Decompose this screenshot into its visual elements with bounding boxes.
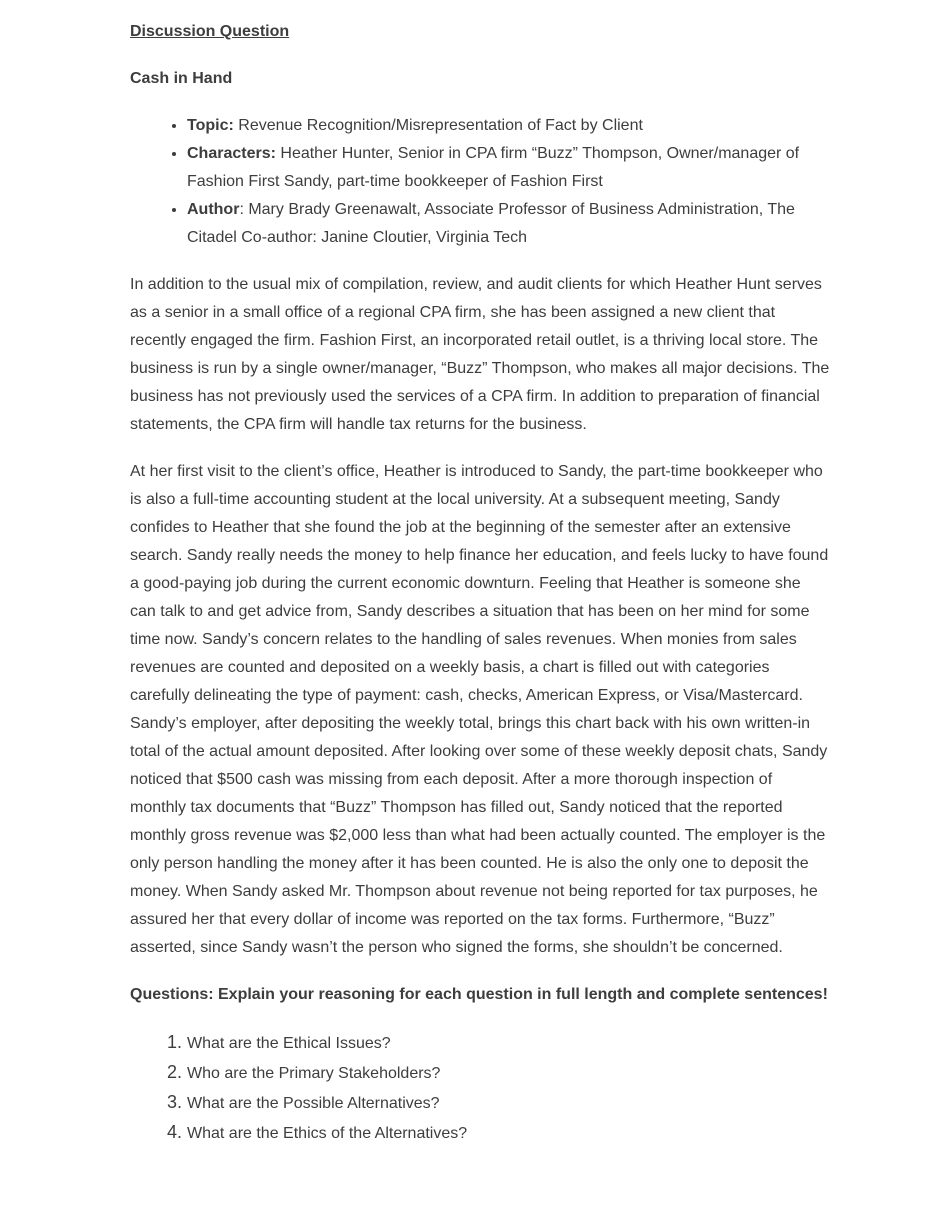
question-item: 1. What are the Ethical Issues? bbox=[187, 1028, 830, 1058]
meta-label-characters: Characters: bbox=[187, 145, 276, 162]
question-item: 4. What are the Ethics of the Alternatives? bbox=[187, 1118, 830, 1148]
meta-item-topic bbox=[187, 112, 830, 140]
meta-label-author: Author bbox=[187, 201, 240, 218]
case-title: Cash in Hand bbox=[130, 70, 233, 87]
situation-paragraph: At her first visit to the client’s office, Heather is introduced to Sandy, the part-time bookkeeper who is also a full-time accounting student at the local university. At a subsequent meeting, Sandy confides to Heather that she found the job at the beginning of the semester after an extensive search. Sandy really needs the money to help finance her education, and feels lucky to have found a good-paying job during the current economic downturn. Feeling that Heather is someone she can talk to and get advice from, Sandy describes a situation that has been on her mind for some time now. Sandy’s concern relates to the handling of sales revenues. When monies from sales revenues are counted and deposited on a weekly basis, a chart is filled out with categories carefully delineating the type of payment: cash, checks, American Express, or Visa/Mastercard. Sandy’s employer, after depositing the weekly total, brings this chart back with his own written-in total of the actual amount deposited. After looking over some of these weekly deposit chats, Sandy noticed that $500 cash was missing from each deposit. After a more thorough inspection of monthly tax documents that “Buzz” Thompson has filled out, Sandy noticed that the reported monthly gross revenue was $2,000 less than what had been actually counted. The employer is the only person handling the money after it has been counted. He is also the only one to deposit the money. When Sandy asked Mr. Thompson about revenue not being reported for tax purposes, he assured her that every dollar of income was reported on the tax forms. Furthermore, “Buzz” asserted, since Sandy wasn’t the person who signed the forms, she shouldn’t be concerned. bbox=[130, 463, 829, 956]
meta-text-author: : Mary Brady Greenawalt, Associate Professor of Business Administration, The Citadel Co-author: Janine Cloutier, Virginia Tech bbox=[187, 201, 795, 246]
meta-item-author bbox=[187, 196, 830, 252]
questions-heading: Questions: Explain your reasoning for each question in full length and complete sentences! bbox=[130, 986, 828, 1003]
meta-label-topic: Topic: bbox=[187, 117, 234, 134]
meta-text-characters: Heather Hunter, Senior in CPA firm “Buzz” Thompson, Owner/manager of Fashion First Sandy, part-time bookkeeper of Fashion First bbox=[187, 145, 800, 190]
question-item: 3. What are the Possible Alternatives? bbox=[187, 1088, 830, 1118]
document-content bbox=[130, 18, 830, 1148]
meta-item-characters bbox=[187, 140, 830, 196]
case-meta-list bbox=[130, 112, 830, 252]
intro-paragraph: In addition to the usual mix of compilation, review, and audit clients for which Heather Hunt serves as a senior in a small office of a regional CPA firm, she has been assigned a new client that recently engaged the firm. Fashion First, an incorporated retail outlet, is a thriving local store. The business is run by a single owner/manager, “Buzz” Thompson, who makes all major decisions. The business has not previously used the services of a CPA firm. In addition to preparation of financial statements, the CPA firm will handle tax returns for the business. bbox=[130, 276, 830, 433]
meta-text-topic: Revenue Recognition/Misrepresentation of Fact by Client bbox=[233, 117, 643, 134]
question-list bbox=[130, 1028, 830, 1148]
document-title: Discussion Question bbox=[130, 23, 290, 40]
question-item: 2. Who are the Primary Stakeholders? bbox=[187, 1058, 830, 1088]
